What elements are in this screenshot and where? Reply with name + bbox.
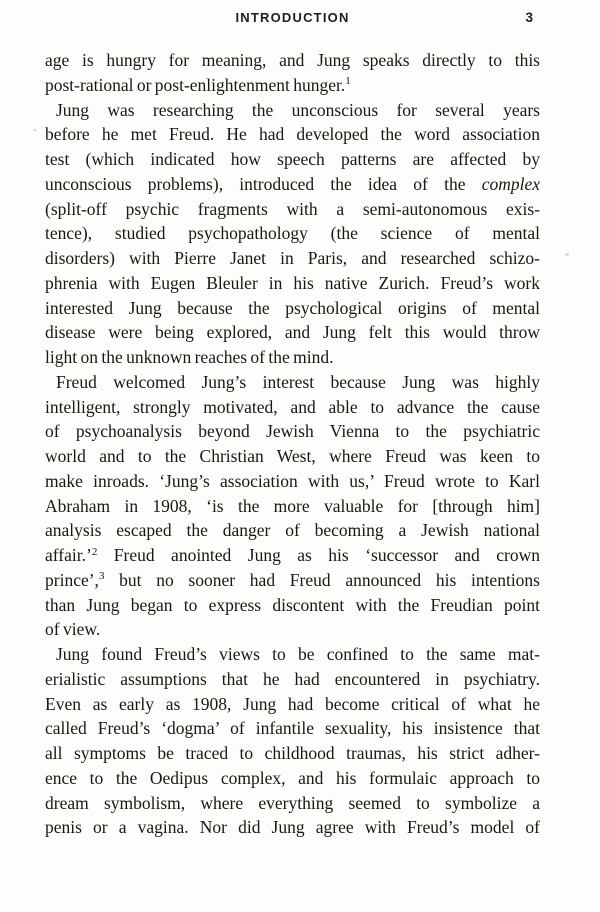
text-line — [45, 766, 540, 791]
text-line — [45, 469, 540, 494]
text-line — [45, 345, 540, 370]
text-segment: called Freud’s ‘dogma’ of infantile sexuality, his insistence that — [45, 718, 540, 739]
text-line — [45, 741, 540, 766]
text-segment: Even as early as 1908, Jung had become critical of what he — [45, 693, 540, 714]
text-line — [45, 667, 540, 692]
text-line — [45, 642, 540, 667]
text-segment: erialistic assumptions that he had encountered in psychiatry. — [45, 668, 540, 689]
text-line — [45, 543, 540, 568]
text-segment: than Jung began to express discontent with the Freudian point — [45, 594, 540, 615]
footnote-marker: 1 — [345, 75, 351, 88]
text-segment: Abraham in 1908, ‘is the more valuable for [through him] — [45, 495, 540, 516]
text-line — [45, 494, 540, 519]
scan-artifact — [565, 253, 569, 256]
text-segment: of psychoanalysis beyond Jewish Vienna to the psychiatric — [45, 421, 540, 442]
text-line — [45, 73, 540, 98]
paragraph — [45, 98, 540, 370]
text-line — [45, 518, 540, 543]
text-line — [45, 172, 540, 197]
text-segment: light on the unknown reaches of the mind. — [45, 347, 334, 367]
text-segment: complex — [481, 173, 540, 194]
text-line — [45, 246, 540, 271]
footnote-marker: 3 — [98, 570, 105, 583]
text-line — [45, 716, 540, 741]
text-segment: intelligent, strongly motivated, and able to advance the cause — [45, 396, 540, 417]
text-segment: Freud welcomed Jung’s interest because Jung was highly — [56, 371, 540, 392]
footnote-marker: 2 — [91, 545, 98, 558]
text-line — [45, 568, 540, 593]
text-line — [45, 692, 540, 717]
text-segment: of view. — [45, 619, 101, 640]
text-line — [45, 122, 540, 147]
text-segment: (split-off psychic fragments with a semi-autonomous exis- — [45, 198, 540, 219]
paragraph — [45, 48, 540, 98]
text-line — [45, 221, 540, 246]
text-line — [45, 98, 540, 123]
text-line — [45, 815, 540, 840]
text-segment: dream symbolism, where everything seemed to symbolize a — [45, 792, 540, 813]
paragraph — [45, 642, 540, 840]
text-line — [45, 197, 540, 222]
page-number: 3 — [525, 10, 533, 25]
text-line — [45, 296, 540, 321]
text-segment: Freud anointed Jung as his ‘successor and crown — [97, 545, 540, 565]
text-line — [45, 617, 540, 642]
text-line — [45, 147, 540, 172]
text-line — [45, 370, 540, 395]
text-segment: before he met Freud. He had developed the word association — [45, 124, 540, 145]
text-segment: post-rational or post-enlightenment hunger. — [45, 74, 346, 95]
paragraph — [45, 370, 540, 642]
text-segment: phrenia with Eugen Bleuler in his native Zurich. Freud’s work — [45, 272, 540, 293]
text-segment: Jung was researching the unconscious for several years — [56, 99, 540, 120]
text-line — [45, 271, 540, 296]
text-segment: age is hungry for meaning, and Jung speaks directly to this — [45, 50, 540, 70]
text-segment: Jung found Freud’s views to be confined to the same mat- — [56, 644, 540, 664]
text-segment: world and to the Christian West, where Freud was keen to — [45, 446, 540, 466]
text-segment: analysis escaped the danger of becoming a Jewish national — [45, 520, 540, 541]
text-segment: ence to the Oedipus complex, and his formulaic approach to — [45, 767, 540, 788]
text-line — [45, 395, 540, 420]
scan-artifact — [33, 129, 37, 131]
text-segment: interested Jung because the psychological origins of mental — [45, 297, 540, 318]
text-segment: tence), studied psychopathology (the science of mental — [45, 223, 540, 244]
text-segment: affair.’ — [45, 545, 92, 565]
running-head: INTRODUCTION — [235, 10, 350, 25]
text-segment: disease were being explored, and Jung felt this would throw — [45, 322, 540, 343]
text-line — [45, 593, 540, 618]
text-segment: disorders) with Pierre Janet in Paris, and researched schizo- — [45, 248, 540, 268]
text-line — [45, 444, 540, 469]
text-segment: prince’, — [45, 569, 99, 590]
text-line — [45, 791, 540, 816]
text-line — [45, 320, 540, 345]
text-segment: but no sooner had Freud announced his intentions — [104, 569, 540, 590]
text-segment: penis or a vagina. Nor did Jung agree with Freud’s model of — [45, 817, 540, 838]
text-line — [45, 419, 540, 444]
text-segment: unconscious problems), introduced the idea of the — [45, 173, 482, 194]
text-segment: all symptoms be traced to childhood traumas, his strict adher- — [45, 743, 540, 763]
page-body — [45, 48, 540, 840]
text-line — [45, 48, 540, 73]
text-segment: make inroads. ‘Jung’s association with us,’ Freud wrote to Karl — [45, 470, 540, 491]
text-segment: test (which indicated how speech patterns are affected by — [45, 149, 540, 169]
page-header — [45, 10, 540, 28]
